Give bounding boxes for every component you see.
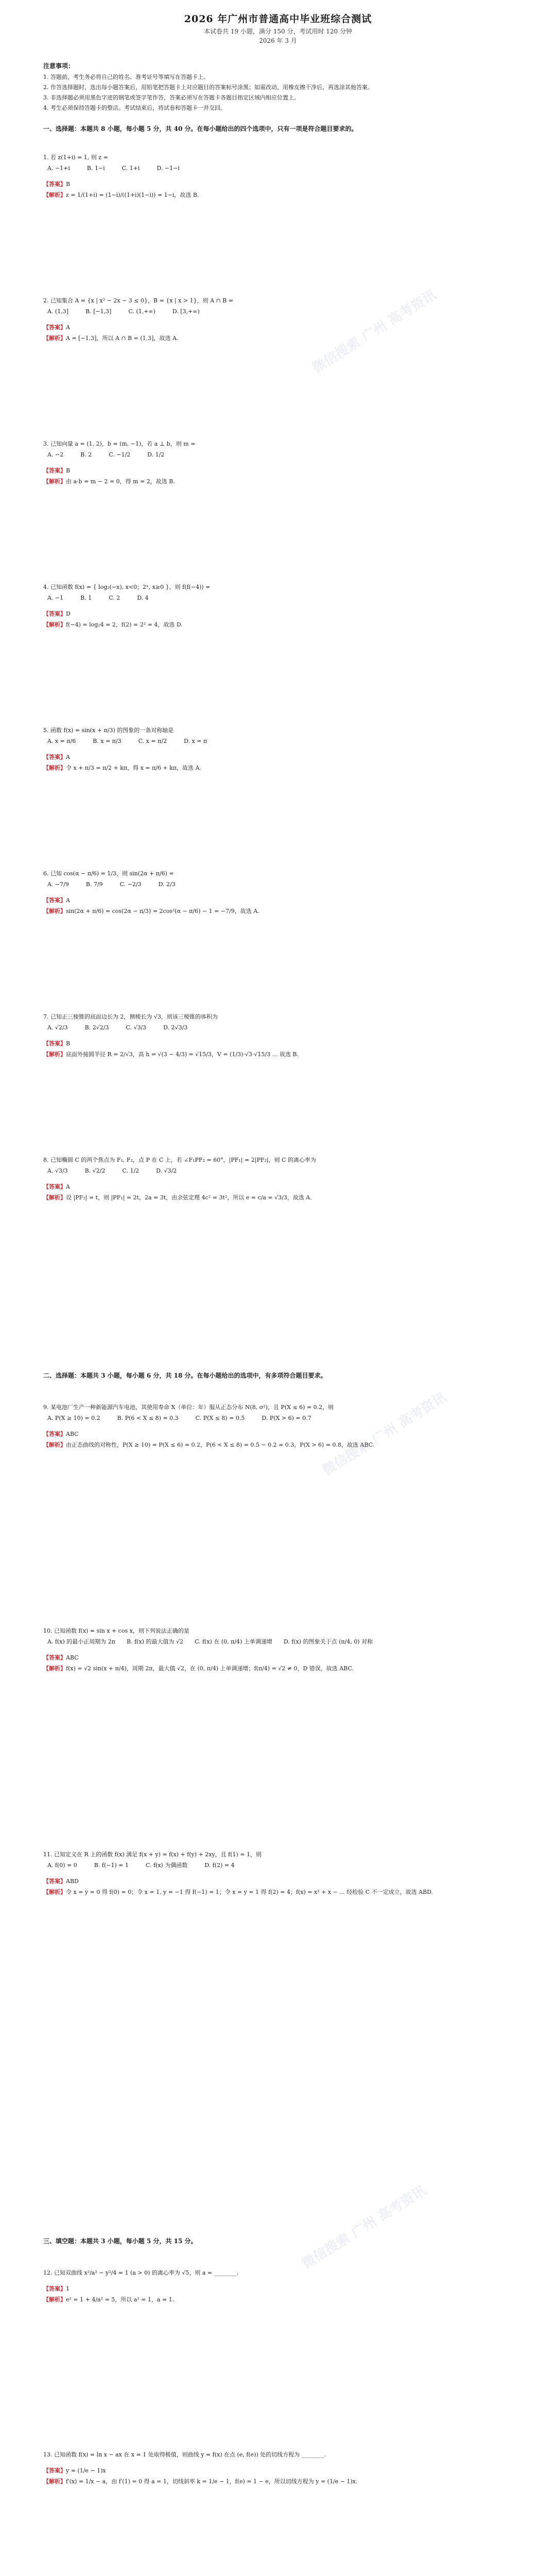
question-options: A. √3/3 B. √2/2 C. 1/2 D. √3/2 <box>47 1167 177 1174</box>
section-heading: 二、选择题：本题共 3 小题，每小题 6 分，共 18 分。在每小题给出的选项中，有多项符合题目要求。 <box>43 1372 327 1379</box>
notes-block <box>43 61 507 113</box>
question-options: A. (1,3] B. [−1,3] C. (1,+∞) D. [3,+∞) <box>47 308 200 315</box>
analysis-text: z = 1/(1+i) = (1−i)/((1+i)(1−i)) = 1−i，故选 B. <box>66 192 199 198</box>
question-stem: 3. 已知向量 a = (1, 2)，b = (m, −1)，若 a ⊥ b，则 m = <box>43 440 196 447</box>
spacer <box>43 200 522 278</box>
question-options: A. −7/9 B. 7/9 C. −2/3 D. 2/3 <box>47 881 176 888</box>
analysis-label: 【解析】 <box>43 2478 66 2485</box>
spacer <box>43 1381 522 1402</box>
answer-line <box>43 322 522 333</box>
spacer <box>43 1828 522 1849</box>
spacer <box>43 134 522 152</box>
analysis-line <box>43 762 522 773</box>
analysis-label: 【解析】 <box>43 2296 66 2303</box>
answer-label: 【答案】 <box>43 1040 66 1047</box>
question-stem: 13. 已知函数 f(x) = ln x − ax 在 x = 1 处取得极值，则曲线 y = f(x) 在点 (e, f(e)) 处的切线方程为 ________. <box>43 2451 326 2458</box>
spacer <box>43 890 522 895</box>
spacer <box>43 1647 522 1652</box>
page-title: 2026 年广州市普通高中毕业班综合测试 <box>184 13 372 25</box>
spacer <box>43 1176 522 1181</box>
answer-line <box>43 1652 522 1663</box>
question-stem: 2. 已知集合 A = {x | x² − 2x − 3 ≤ 0}，B = {x | x > 1}，则 A ∩ B = <box>43 297 234 304</box>
spacer <box>43 1605 522 1625</box>
answer-value: D <box>66 611 71 617</box>
analysis-line <box>43 2476 522 2487</box>
answer-label: 【答案】 <box>43 324 66 331</box>
spacer <box>43 603 522 608</box>
spacer <box>43 1423 522 1429</box>
analysis-line <box>43 906 522 917</box>
analysis-line <box>43 619 522 630</box>
answer-label: 【答案】 <box>43 181 66 188</box>
answer-label: 【答案】 <box>43 2467 66 2474</box>
analysis-label: 【解析】 <box>43 478 66 485</box>
spacer <box>43 2487 522 2576</box>
analysis-line <box>43 1663 522 1674</box>
spacer <box>43 1137 522 1155</box>
question-stem: 6. 已知 cos(α − π/6) = 1/3，则 sin(2α + π/6) = <box>43 870 174 877</box>
spacer <box>43 630 522 707</box>
spacer <box>43 707 522 725</box>
answer-label: 【答案】 <box>43 1183 66 1190</box>
analysis-line <box>43 476 522 487</box>
answer-label: 【答案】 <box>43 1431 66 1437</box>
analysis-label: 【解析】 <box>43 765 66 771</box>
answer-line <box>43 752 522 762</box>
answer-label: 【答案】 <box>43 611 66 617</box>
spacer <box>43 344 522 421</box>
analysis-line <box>43 333 522 344</box>
question-stem: 4. 已知函数 f(x) = { log₂(−x), x<0；2ˣ, x≥0 }，则 f(f(−4)) = <box>43 584 211 590</box>
question-options: A. −1+i B. 1−i C. 1+i D. −1−i <box>47 165 180 172</box>
answer-line <box>43 1876 522 1887</box>
answer-value: B <box>66 467 71 474</box>
answer-value: B <box>66 1040 71 1047</box>
spacer <box>43 564 522 582</box>
spacer <box>43 1871 522 1876</box>
spacer <box>43 917 522 994</box>
watermark: 微信搜索 广州 高考资讯 <box>320 1389 450 1479</box>
spacer <box>43 1060 522 1137</box>
exam-date: 2026 年 3 月 <box>259 37 297 44</box>
answer-value: ABD <box>66 1878 79 1885</box>
analysis-line <box>43 1192 522 1203</box>
spacer <box>43 851 522 868</box>
answer-value: A <box>66 754 70 760</box>
analysis-line <box>43 1887 522 1897</box>
spacer <box>43 1674 522 1828</box>
answer-line <box>43 2465 522 2476</box>
section-2-block <box>43 1370 522 2052</box>
answer-label: 【答案】 <box>43 2285 66 2292</box>
answer-label: 【答案】 <box>43 897 66 904</box>
answer-value: 1 <box>66 2285 70 2292</box>
spacer <box>43 278 522 295</box>
question-stem: 5. 函数 f(x) = sin(x + π/3) 的图象的一条对称轴是 <box>43 727 174 734</box>
analysis-text: 设 |PF₂| = t，则 |PF₁| = 2t，2a = 3t，由余弦定理 4c² = 3t²，所以 e = c/a = √3/3，故选 A. <box>66 1194 312 1201</box>
question-stem: 1. 若 z(1+i) = 1, 则 z = <box>43 154 108 161</box>
spacer <box>43 1897 522 2052</box>
spacer <box>43 2247 522 2267</box>
answer-label: 【答案】 <box>43 1878 66 1885</box>
analysis-text: A = [−1,3]，所以 A ∩ B = (1,3]，故选 A. <box>66 335 179 342</box>
analysis-text: 由 a·b = m − 2 = 0，得 m = 2，故选 B. <box>66 478 175 485</box>
notes-item: 4. 考生必须保持答题卡的整洁。考试结束后，将试卷和答题卡一并交回。 <box>43 105 226 111</box>
spacer <box>43 1450 522 1605</box>
section-heading: 一、选择题：本题共 8 小题，每小题 5 分，共 40 分。在每小题给出的四个选项中，只有一项是符合题目要求的。 <box>43 125 358 132</box>
spacer <box>43 2429 522 2449</box>
spacer <box>43 460 522 465</box>
watermark: 微信搜索 广州 高考资讯 <box>299 2183 429 2272</box>
answer-label: 【答案】 <box>43 1654 66 1661</box>
spacer <box>43 994 522 1011</box>
exam-info: 本试卷共 19 小题，满分 150 分，考试用时 120 分钟 <box>204 28 352 35</box>
spacer <box>43 487 522 564</box>
spacer <box>43 1203 522 1280</box>
question-options: A. −2 B. 2 C. −1/2 D. 1/2 <box>47 451 165 458</box>
question-options: A. f(x) 的最小正周期为 2π B. f(x) 的最大值为 √2 C. f(x) 在 (0, π/4) 上单调递增 D. f(x) 的图象关于点 (π/4, 0) 对称 <box>47 1638 373 1645</box>
question-stem: 8. 已知椭圆 C 的两个焦点为 F₁, F₂，点 P 在 C 上，若 ∠F₁PF₂ = 60°，|PF₁| = 2|PF₂|，则 C 的离心率为 <box>43 1157 317 1163</box>
spacer <box>43 2278 522 2283</box>
answer-value: A <box>66 324 70 331</box>
analysis-label: 【解析】 <box>43 1051 66 1058</box>
answer-line <box>43 895 522 906</box>
spacer <box>43 1033 522 1038</box>
analysis-text: 底面外接圆半径 R = 2/√3，高 h = √(3 − 4/3) = √15/3，V = (1/3)·√3·√15/3 … 故选 B. <box>66 1051 299 1058</box>
section-heading: 三、填空题：本题共 3 小题，每小题 5 分，共 15 分。 <box>43 2238 197 2245</box>
watermark: 微信搜索 广州 高考资讯 <box>309 287 440 376</box>
analysis-text: 令 x = y = 0 得 f(0) = 0；令 x = 1, y = −1 得 f(−1) = 1；令 x = y = 1 得 f(2) = 4；f(x) = x² + x − ... 经检验 C 不一定成立，故选 ABD. <box>66 1889 433 1895</box>
spacer <box>43 421 522 438</box>
answer-line <box>43 1181 522 1192</box>
answer-value: B <box>66 181 71 188</box>
question-options: A. x = π/6 B. x = π/3 C. x = π/2 D. x = π <box>47 738 207 744</box>
analysis-line <box>43 1439 522 1450</box>
answer-label: 【答案】 <box>43 754 66 760</box>
answer-value: ABC <box>66 1431 79 1437</box>
analysis-text: 令 x + π/3 = π/2 + kπ，得 x = π/6 + kπ，故选 A. <box>66 765 201 771</box>
answer-value: A <box>66 1183 70 1190</box>
notes-item: 1. 答题前，考生务必将自己的姓名、准考证号等填写在答题卡上。 <box>43 74 209 80</box>
spacer <box>43 747 522 752</box>
section-3-block <box>43 2236 522 2576</box>
question-stem: 11. 已知定义在 R 上的函数 f(x) 满足 f(x + y) = f(x) + f(y) + 2xy，且 f(1) = 1，则 <box>43 1851 262 1858</box>
analysis-label: 【解析】 <box>43 1889 66 1895</box>
analysis-text: f(x) = √2 sin(x + π/4)，周期 2π，最大值 √2，在 (0, π/4) 上单调递增；f(π/4) = √2 ≠ 0，D 错误，故选 ABC. <box>66 1665 354 1672</box>
answer-line <box>43 2283 522 2294</box>
answer-label: 【答案】 <box>43 467 66 474</box>
analysis-text: f′(x) = 1/x − a，由 f′(1) = 0 得 a = 1，切线斜率 k = 1/e − 1，f(e) = 1 − e，所以切线方程为 y = (1/e − 1)x. <box>66 2478 358 2485</box>
spacer <box>43 773 522 851</box>
analysis-label: 【解析】 <box>43 621 66 628</box>
analysis-text: sin(2α + π/6) = cos(2α − π/3) = 2cos²(α − π/6) − 1 = −7/9，故选 A. <box>66 908 259 914</box>
answer-line <box>43 179 522 190</box>
analysis-line <box>43 190 522 200</box>
answer-line <box>43 1429 522 1439</box>
analysis-line <box>43 1049 522 1060</box>
question-options: A. f(0) = 0 B. f(−1) = 1 C. f(x) 为偶函数 D. f(2) = 4 <box>47 1862 235 1869</box>
question-options: A. P(X ≥ 10) = 0.2 B. P(6 < X ≤ 8) = 0.3 C. P(X ≤ 8) = 0.5 D. P(X > 6) = 0.7 <box>47 1415 311 1421</box>
spacer <box>43 2460 522 2465</box>
spacer <box>43 317 522 322</box>
notes-item: 2. 作答选择题时，选出每小题答案后，用铅笔把答题卡上对应题目的答案标号涂黑；如需改动，用橡皮擦干净后，再选涂其他答案。 <box>43 84 373 91</box>
answer-line <box>43 1038 522 1049</box>
analysis-line <box>43 2294 522 2305</box>
analysis-label: 【解析】 <box>43 192 66 198</box>
answer-value: y = (1/e − 1)x <box>66 2467 106 2474</box>
answer-line <box>43 465 522 476</box>
question-stem: 7. 已知正三棱锥的底面边长为 2，侧棱长为 √3，则该三棱锥的体积为 <box>43 1013 218 1020</box>
analysis-text: e² = 1 + 4/a² = 5，所以 a² = 1，a = 1. <box>66 2296 175 2303</box>
answer-value: A <box>66 897 70 904</box>
analysis-text: 由正态曲线的对称性，P(X ≥ 10) = P(X ≤ 6) = 0.2，P(6 < X ≤ 8) = 0.5 − 0.2 = 0.3，P(X > 6) = 0.8，故选 ABC. <box>66 1442 375 1448</box>
answer-value: ABC <box>66 1654 79 1661</box>
question-stem: 10. 已知函数 f(x) = sin x + cos x，则下列说法正确的是 <box>43 1628 189 1634</box>
answer-line <box>43 608 522 619</box>
spacer <box>43 2305 522 2429</box>
spacer <box>43 174 522 179</box>
question-options: A. √2/3 B. 2√2/3 C. √3/3 D. 2√3/3 <box>47 1024 188 1031</box>
question-stem: 9. 某电池厂生产一种新能源汽车电池，其使用寿命 X（单位：年）服从正态分布 N(8, σ²)，且 P(X ≤ 6) = 0.2，则 <box>43 1404 334 1411</box>
section-1-block <box>43 124 522 1280</box>
question-stem: 12. 已知双曲线 x²/a² − y²/4 = 1 (a > 0) 的离心率为 √5，则 a = ________. <box>43 2269 239 2276</box>
analysis-label: 【解析】 <box>43 1194 66 1201</box>
analysis-label: 【解析】 <box>43 1665 66 1672</box>
analysis-label: 【解析】 <box>43 1442 66 1448</box>
analysis-label: 【解析】 <box>43 335 66 342</box>
analysis-label: 【解析】 <box>43 908 66 914</box>
notes-item: 3. 非选择题必须用黑色字迹的钢笔或签字笔作答，答案必须写在答题卡各题目指定区域内相应位置上。 <box>43 94 300 101</box>
analysis-text: f(−4) = log₂4 = 2，f(2) = 2² = 4，故选 D. <box>66 621 183 628</box>
notes-title: 注意事项： <box>43 62 75 70</box>
question-options: A. −1 B. 1 C. 2 D. 4 <box>47 595 149 601</box>
